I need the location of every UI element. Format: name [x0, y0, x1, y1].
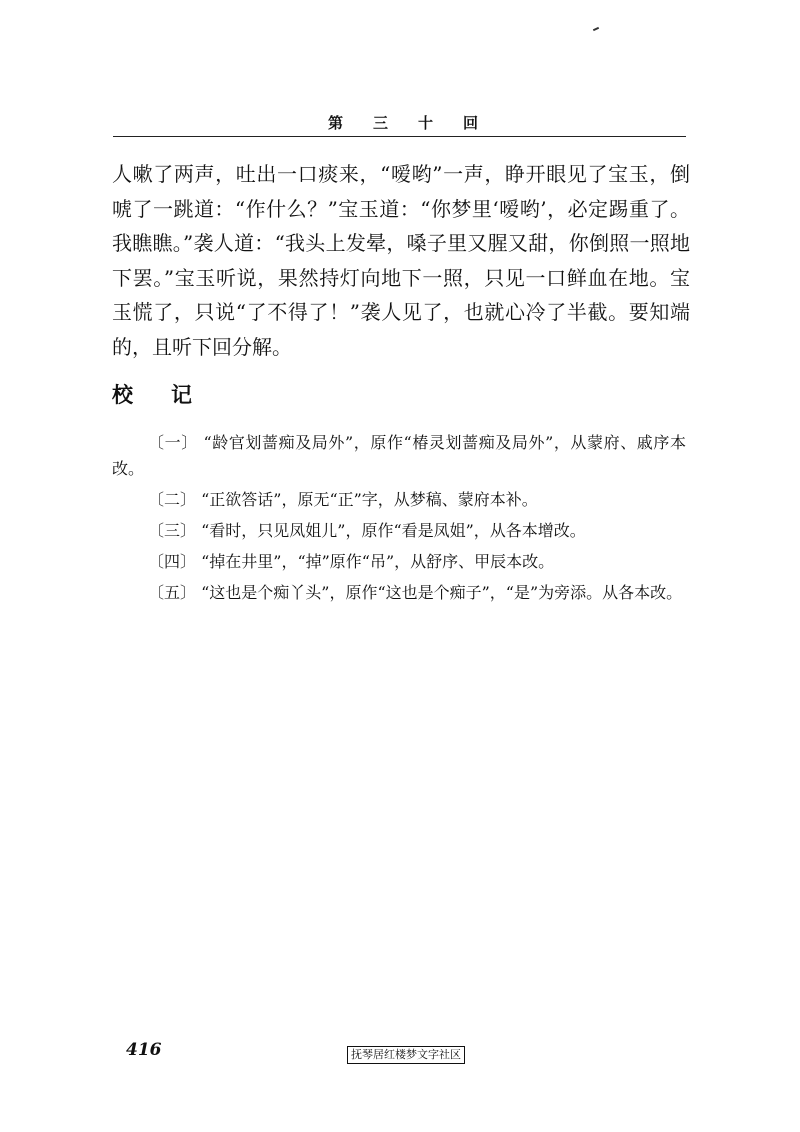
source-stamp: 抚琴居红楼梦文字社区 — [347, 1046, 465, 1064]
chapter-title-char: 回 — [462, 114, 478, 132]
section-title-collation-notes: 校记 — [112, 383, 230, 407]
running-header — [0, 112, 800, 132]
collation-note: 〔一〕 “龄官划蔷痴及局外”，原作“椿灵划蔷痴及局外”，从蒙府、戚序本改。 — [112, 433, 686, 478]
chapter-title-char: 第 — [328, 114, 344, 132]
page-number: 416 — [126, 1040, 162, 1060]
collation-note: 〔二〕 “正欲答话”，原无“正”字，从梦稿、蒙府本补。 — [148, 490, 538, 509]
chapter-title-char: 十 — [417, 114, 433, 132]
header-rule — [113, 136, 686, 137]
collation-note: 〔五〕 “这也是个痴丫头”，原作“这也是个痴子”，“是”为旁添。从各本改。 — [148, 583, 683, 602]
collation-note: 〔四〕 “掉在井里”，“掉”原作“吊”，从舒序、甲辰本改。 — [148, 552, 555, 571]
collation-note: 〔三〕 “看时，只见凤姐儿”，原作“看是凤姐”，从各本增改。 — [148, 521, 586, 540]
chapter-title-char: 三 — [372, 114, 388, 132]
collation-notes-list — [112, 430, 686, 611]
scan-speck — [593, 27, 599, 31]
body-paragraph: 人嗽了两声，吐出一口痰来，“嗳哟”一声，睁开眼见了宝玉，倒唬了一跳道：“作什么？”宝玉道：“你梦里‘嗳哟’，必定踢重了。我瞧瞧。”袭人道：“我头上发晕，嗓子里又腥又甜，你倒照一照地下罢。”宝玉听说，果然持灯向地下一照，只见一口鲜血在地。宝玉慌了，只说“了不得了！”袭人见了，也就心冷了半截。要知端的，且听下回分解。 — [112, 162, 690, 359]
chapter-title — [328, 112, 478, 133]
